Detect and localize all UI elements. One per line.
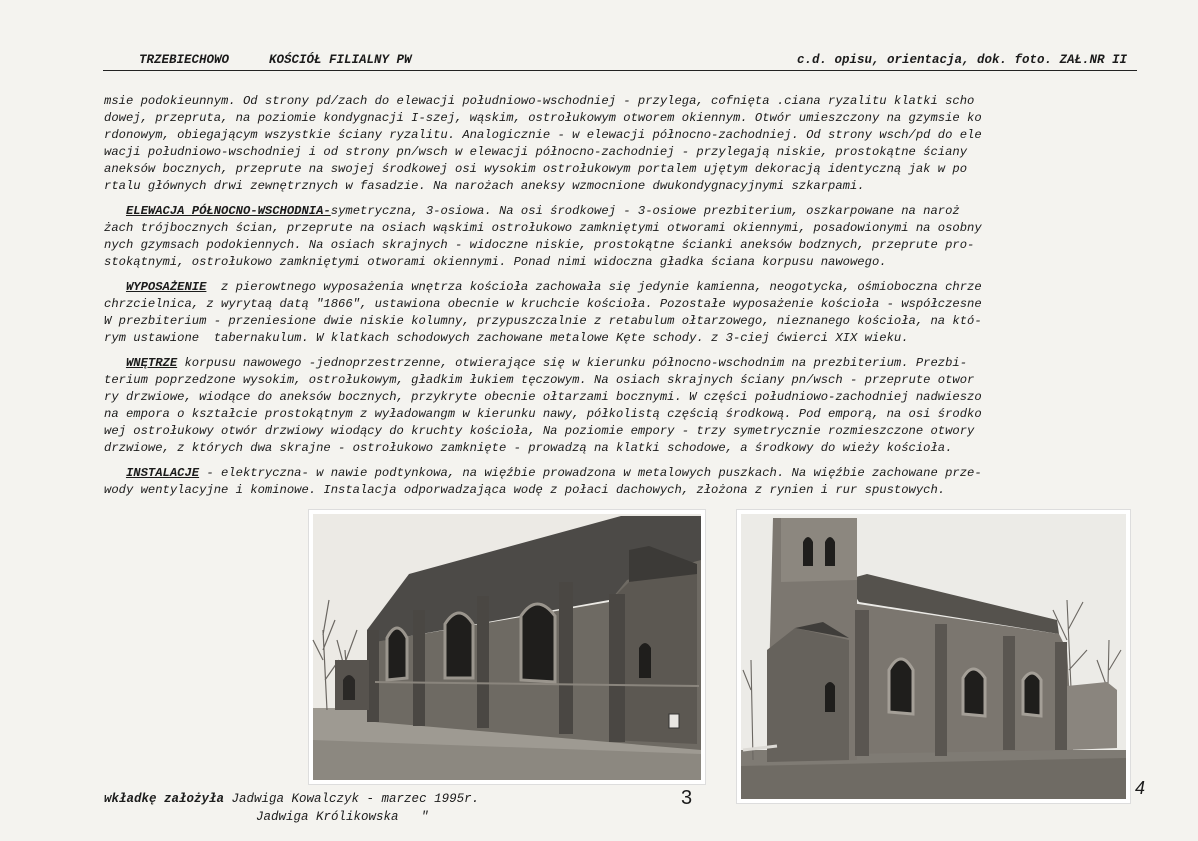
header-attachment: c.d. opisu, orientacja, dok. foto. ZAŁ.NR II [796,53,1127,67]
section-heading: ELEWACJA PÓŁNOCNO-WSCHODNIA- [125,204,331,218]
text-line: terium poprzedzone wysokim, ostrołukowym, gładkim łukiem tęczowym. Na osiach skrajnych ściany pn/wsch - przeprute otwor [104,373,975,387]
author-note [104,790,479,826]
text-line: ELEWACJA PÓŁNOCNO-WSCHODNIA-symetryczna, 3-osiowa. Na osi środkowej - 3-osiowe prezbiterium, oszkarpowane na naroż [125,204,960,218]
paragraph-installations [104,465,1144,499]
church-tower-view-photo [737,510,1130,803]
text-line: msie podokieunnym. Od strony pd/zach do elewacji południowo-wschodniej - przylega, cofnięta .ciana ryzalitu klatki scho [104,94,975,108]
text-line: wej ostrołukowy otwór drzwiowy wiodący do kruchty kościoła, Na poziomie empory - trzy symetrycznie rozmieszczone otwory [104,424,975,438]
text-line: W prezbiterium - przeniesione dwie niskie kolumny, przypuszczalnie z retabulum ołtarzowego, nieznanego kościoła, na któ- [104,314,982,328]
text-line: nych gzymsach podokiennych. Na osiach skrajnych - widoczne niskie, prostokątne ścianki aneksów bodznych, przeprute pro- [104,238,975,252]
text-line: ry drzwiowe, wiodące do aneksów bocznych, przykryte obecnie ołtarzami bocznymi. W części południowo-zachodniej nadwieszo [104,390,982,404]
text-line: żach trójbocznych ścian, przeprute na osiach wąskimi ostrołukowo zamkniętymi otworami okiennymi, posadowionymi na osobny [104,221,982,235]
photo-number-right: 4 [1135,778,1146,798]
text-line: na empora o kształcie prostokątnym z wyładowangm w kierunku nawy, półkolistą częścią środkową. Pod emporą, na osi środko [104,407,982,421]
text-line: rdonowym, obiegającym wszystkie ściany ryzalitu. Analogicznie - w elewacji północno-zachodniej. Od strony wsch/pd do ele [104,128,982,142]
text-line: WNĘTRZE korpusu nawowego -jednoprzestrzenne, otwierające się w kierunku północno-wschodnim na prezbiterium. Prezbi- [125,356,968,370]
text-line: chrzcielnica, z wyrytaą datą "1866", ustawiona obecnie w kruchcie kościoła. Pozostałe wyposażenie kościoła - współczesne [104,297,982,311]
text-line: dowej, przepruta, na poziomie kondygnacji I-szej, wąskim, ostrołukowym otworem okiennym. Otwór umieszczony na gzymsie ko [104,111,982,125]
section-heading: WNĘTRZE [125,356,178,370]
author-name-2: Jadwiga Królikowska " [256,810,429,824]
paragraph-continuation [104,93,1144,195]
text-line: stokątnymi, ostrołukowo zamkniętymi otworami okiennymi. Ponad nimi widoczna gładka ściana korpusu nawowego. [104,255,887,269]
text-line: WYPOSAŻENIE z pierowtnego wyposażenia wnętrza kościoła zachowała się jedynie kamienna, neogotycka, ośmioboczna chrze [125,280,982,294]
text-line: wacji południowo-wschodniej i od strony pn/wsch w elewacji północno-zachodniej - przylegają niskie, prostokątne ściany [104,145,968,159]
page-header [103,52,1137,71]
text-line: drzwiowe, z których dwa skrajne - ostrołukowo zamknięte - prowadzą na klatki schodowe, a środkowy do wieży kościoła. [104,441,953,455]
author-label: wkładkę założyła [104,792,225,806]
section-heading: WYPOSAŻENIE [125,280,207,294]
header-object: KOŚCIÓŁ FILIALNY PW [269,53,412,67]
text-line: rtalu głównych drwi zewnętrznych w fasadzie. Na narożach aneksy wzmocnione dwukondygnacyjnymi szkarpami. [104,179,865,193]
description-text [104,93,1144,507]
text-line: wody wentylacyjne i kominowe. Instalacja odporwadzająca wodę z połaci dachowych, złożona z rynien i rur spustowych. [104,483,946,497]
church-side-view-photo [309,510,705,784]
header-location: TRZEBIECHOWO [139,53,230,67]
section-heading: INSTALACJE [125,466,200,480]
text-line: aneksów bocznych, przeprute na swojej środkowej osi wysokim ostrołukowym portalem ujętym dekoracją identyczną jak w po [104,162,968,176]
text-line: INSTALACJE - elektryczna- w nawie podtynkowa, na więźbie prowadzona w metalowych puszkach. Na więźbie zachowane prze- [125,466,982,480]
author-name-1: Jadwiga Kowalczyk - marzec 1995r. [224,792,480,806]
text-line: rym ustawione tabernakulum. W klatkach schodowych zachowane metalowe Kęte schody. z 3-ciej ćwierci XIX wieku. [104,331,909,345]
photo-number-left: 3 [681,787,693,809]
paragraph-elevation [104,203,1144,271]
paragraph-interior [104,355,1144,457]
paragraph-furnishings [104,279,1144,347]
